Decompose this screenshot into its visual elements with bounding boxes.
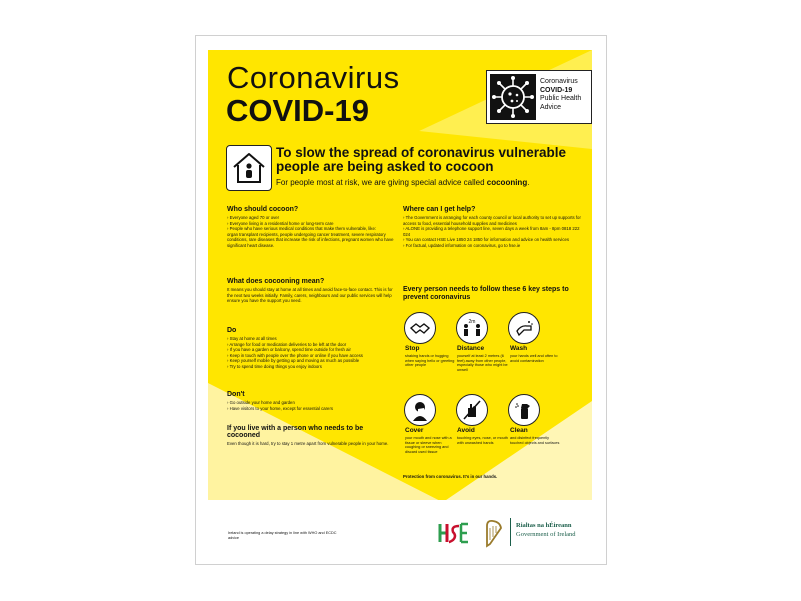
svg-text:2m: 2m [468, 319, 476, 325]
no-touch-icon [456, 394, 488, 426]
footer-divider [510, 518, 511, 546]
delay-strategy-note: Ireland is operating a delay strategy in line with WHO and ECDC advice [228, 531, 337, 540]
step-desc: shaking hands or hugging when saying hello or greeting other people [405, 354, 455, 368]
step-desc: and disinfect frequently touched objects and surfaces [510, 436, 560, 445]
spray-icon [508, 394, 540, 426]
who-section: Who should cocoon? › Everyone aged 70 or over › Everyone living in a residential home or long-term care › People who have serious medical conditions that make them vulnerable, like: organ transplant recipients, people undergoing cancer treatment, severe respiratory conditions, rare diseases that increase the risk of infections, pregnant women who have significant heart disease. [227, 206, 397, 249]
step-label: Distance [457, 345, 485, 352]
step-desc: yourself at least 2 metres (6 feet) away from other people, especially those who might be unwell [457, 354, 508, 372]
section-title: Don't [227, 391, 245, 398]
section-title: What does cocooning mean? [227, 278, 325, 285]
hse-logo [437, 520, 471, 546]
virus-icon [490, 74, 536, 120]
government-of-ireland-logo: Rialtas na hÉireann Government of Ireland [516, 522, 576, 538]
section-title: Do [227, 327, 237, 334]
step-label: Stop [405, 345, 420, 352]
logo-text: Coronavirus COVID-19 Public Health Advice [540, 78, 582, 111]
live-with-section: If you live with a person who needs to be cocooned Even though it is hard, try to stay 1 metre apart from vulnerable people in your home. [227, 425, 397, 447]
distance-icon [456, 312, 488, 344]
section-title: Where can I get help? [403, 206, 476, 213]
section-title: Who should cocoon? [227, 206, 299, 213]
dont-section: Don't › Go outside your home and garden › Have visitors to your home, except for essential carers [227, 391, 397, 411]
handwash-icon [508, 312, 540, 344]
step-desc: touching eyes, nose, or mouth with unwashed hands [457, 436, 508, 445]
step-label: Wash [510, 345, 528, 352]
step-desc: your hands well and often to avoid contamination [510, 354, 558, 363]
harp-icon [482, 518, 504, 548]
help-section: Where can I get help? › The Government is arranging for each county council or local authority to set up supports for access to food, essential household supplies and medicines › ALONE is providing a telephone support line, seven days a week from 8am - 8pm 0818 222 024 › You can contact HSE Live 1850 24 1850 for information and advice on health services › For factual, updated information on coronavirus, go to hse.ie [403, 206, 583, 249]
do-section: Do › Stay at home at all times › Arrange for food or medication deliveries to be left at the door › If you have a garden or balcony, spend time outside for fresh air › Keep in touch with people over the phone or online if you have access › Keep yourself mobile by getting up and moving as much as possible › Try to spend time doing things you enjoy indoors [227, 327, 397, 370]
what-section: What does cocooning mean? It means you should stay at home at all times and avoid face-to-face contact. This is for the next two weeks initially. Family, carers, neighbours and our public services will help ensure you have the support you need. [227, 278, 397, 304]
steps-title: Every person needs to follow these 6 key steps to prevent coronavirus [403, 286, 569, 301]
step-label: Clean [510, 427, 528, 434]
step-label: Cover [405, 427, 424, 434]
handshake-icon [404, 312, 436, 344]
step-label: Avoid [457, 427, 475, 434]
subline: For people most at risk, we are giving special advice called cocooning. [276, 178, 530, 187]
headline: To slow the spread of coronavirus vulnerable people are being asked to cocoon [276, 145, 567, 174]
poster-title-line2: COVID-19 [226, 93, 369, 128]
house-icon [226, 145, 272, 191]
cough-icon [404, 394, 436, 426]
protection-tagline: Protection from coronavirus. It's in our hands. [403, 474, 498, 479]
section-title: If you live with a person who needs to be cocooned [227, 425, 364, 439]
step-desc: your mouth and nose with a tissue or sleeve when coughing or sneezing and discard used tissue [405, 436, 452, 454]
poster-title-line1: Coronavirus [227, 60, 400, 95]
